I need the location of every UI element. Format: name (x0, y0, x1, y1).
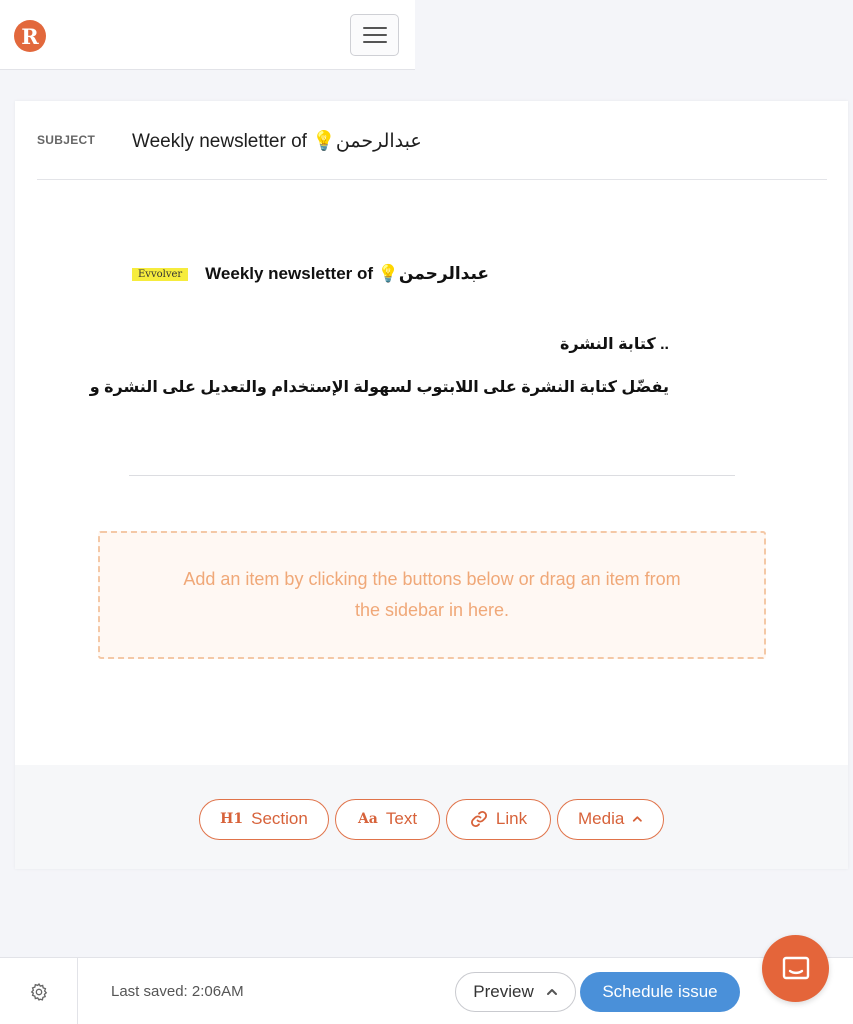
dropzone-hint: Add an item by clicking the buttons below or drag an item from the sidebar in here. (183, 569, 681, 620)
revue-logo[interactable]: R (14, 20, 46, 52)
heading-icon: H1 (220, 811, 244, 827)
add-item-toolbar (15, 765, 848, 869)
body-text-line[interactable]: يفضّل كتابة النشرة على اللابتوب لسهولة الإستخدام والتعديل على النشرة و (89, 379, 669, 396)
menu-icon-bar (363, 27, 387, 29)
gear-icon (29, 982, 49, 1002)
email-header (132, 261, 489, 287)
item-dropzone[interactable] (98, 531, 766, 659)
section-button-label: Section (251, 809, 308, 828)
menu-icon-bar (363, 41, 387, 43)
last-saved-status: Last saved: 2:06AM (111, 983, 244, 1000)
bottom-bar (0, 957, 853, 1024)
settings-button[interactable] (0, 958, 78, 1024)
brand-tag: Evvolver (132, 268, 188, 281)
text-icon: Aa (357, 811, 378, 827)
menu-icon-bar (363, 34, 387, 36)
subject-label: SUBJECT (37, 133, 96, 147)
link-button-label: Link (495, 809, 528, 828)
hamburger-menu-button[interactable] (350, 14, 399, 56)
chat-support-button[interactable] (762, 935, 829, 1002)
editor-card (15, 101, 848, 869)
body-text-line[interactable]: .. كتابة النشرة (559, 336, 669, 353)
media-button-label: Media (578, 809, 625, 828)
content-divider (129, 475, 735, 476)
add-section-button[interactable] (199, 799, 329, 840)
preview-button-label: Preview (473, 982, 534, 1001)
add-media-button[interactable] (557, 799, 664, 840)
email-title: Weekly newsletter of 💡عبدالرحمن (205, 264, 490, 283)
link-icon (470, 810, 488, 828)
chat-icon (780, 953, 812, 985)
top-bar (0, 0, 415, 70)
add-text-button[interactable] (335, 799, 440, 840)
add-link-button[interactable] (446, 799, 551, 840)
subject-row (37, 101, 827, 180)
subject-input[interactable]: Weekly newsletter of 💡عبدالرحمن (132, 131, 422, 152)
chevron-up-icon (632, 814, 643, 824)
preview-button[interactable] (455, 972, 576, 1012)
text-button-label: Text (385, 809, 418, 828)
schedule-issue-button[interactable]: Schedule issue (580, 972, 740, 1012)
chevron-up-icon (546, 987, 558, 997)
